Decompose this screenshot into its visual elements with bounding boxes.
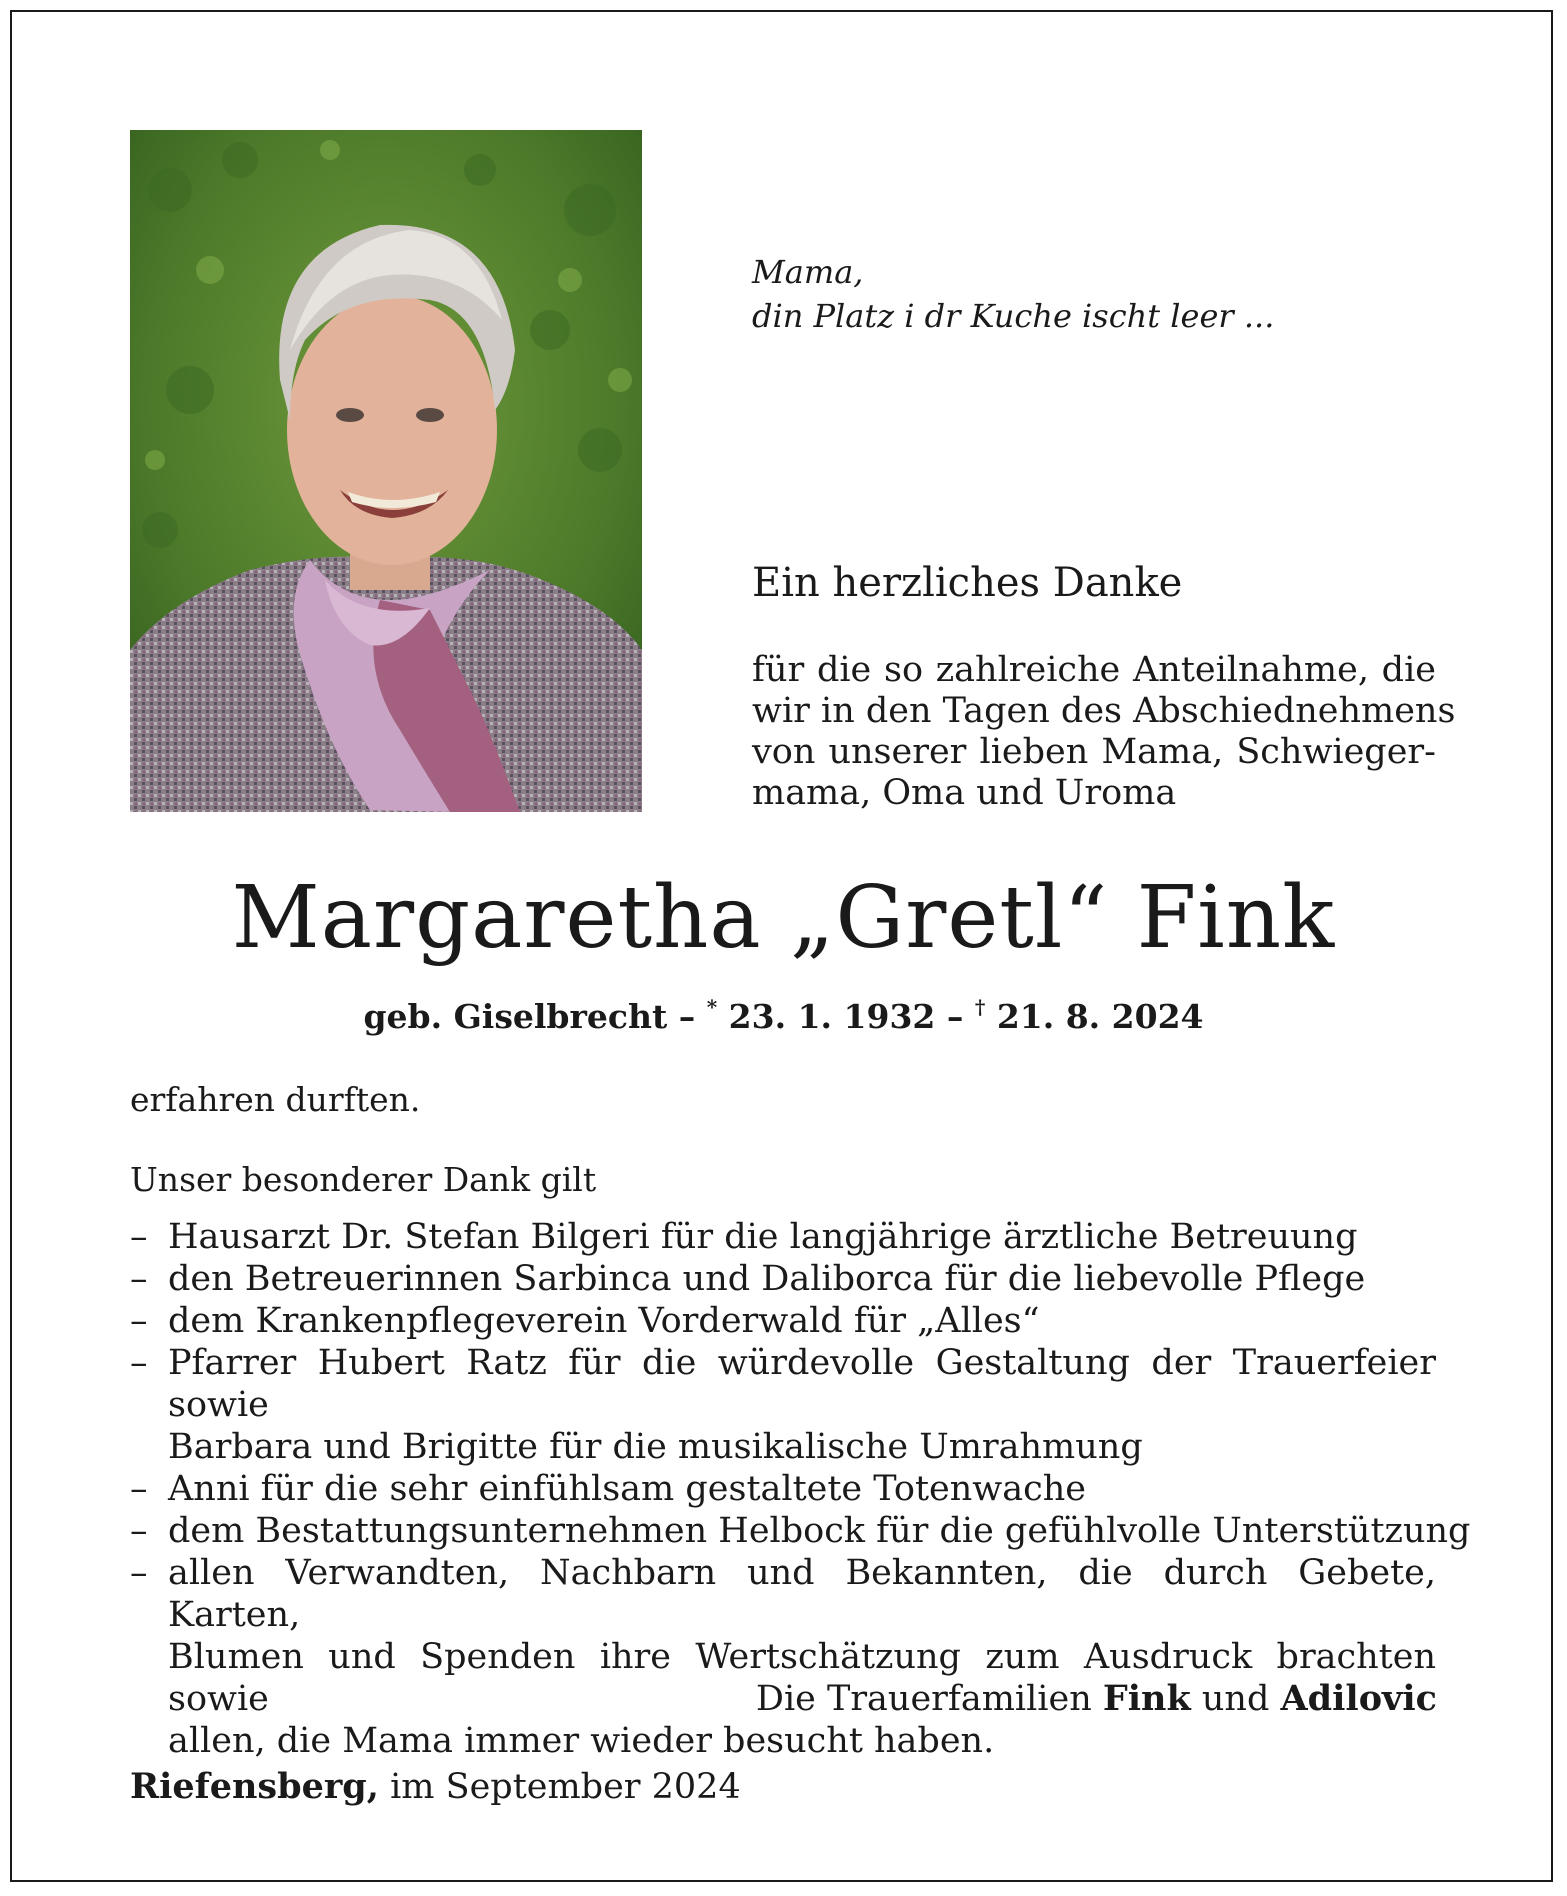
portrait-photo <box>130 130 642 812</box>
list-item <box>130 1510 1471 1552</box>
signature-and: und <box>1190 1679 1281 1719</box>
dash-bullet: – <box>130 1343 148 1383</box>
continuation-text: erfahren durften. <box>130 1080 421 1119</box>
list-item <box>130 1216 1436 1258</box>
list-item-line: Blumen und Spenden ihre Wertschätzung zum Ausdruck brachten sowie <box>168 1637 1436 1719</box>
list-item-line: Hausarzt Dr. Stefan Bilgeri für die langjährige ärztliche Betreuung <box>168 1217 1358 1257</box>
list-item-line: den Betreuerinnen Sarbinca und Daliborca für die liebevolle Pflege <box>168 1259 1366 1299</box>
portrait-photo-icon <box>130 130 642 812</box>
place-date <box>130 1766 741 1807</box>
death-symbol: † <box>974 995 986 1019</box>
list-item-line: allen, die Mama immer wieder besucht haben. <box>168 1721 995 1761</box>
date: im September 2024 <box>378 1767 741 1807</box>
list-item <box>130 1468 1436 1510</box>
list-item <box>130 1300 1436 1342</box>
birth-date: 23. 1. 1932 <box>717 997 936 1036</box>
poem <box>752 250 1274 338</box>
dash-bullet: – <box>130 1553 148 1593</box>
town: Riefensberg, <box>130 1766 379 1807</box>
list-item-line: Barbara und Brigitte für die musikalische Umrahmung <box>168 1427 1143 1467</box>
thanks-line: für die so zahlreiche Anteilnahme, die <box>752 650 1436 690</box>
dash-bullet: – <box>130 1259 148 1299</box>
deceased-name: Margaretha „Gretl“ Fink <box>231 868 1336 968</box>
dash-bullet: – <box>130 1469 148 1509</box>
thanks-line: mama, Oma und Uroma <box>752 773 1177 813</box>
death-date: 21. 8. 2024 <box>985 997 1204 1036</box>
separator: – <box>667 997 707 1036</box>
thanks-intro: Unser besonderer Dank gilt <box>130 1160 597 1199</box>
separator: – <box>935 997 975 1036</box>
list-item-line: dem Krankenpflegeverein Vorderwald für „Alles“ <box>168 1301 1040 1341</box>
thanks-line: wir in den Tagen des Abschiednehmens <box>752 691 1456 731</box>
thanks-paragraph <box>752 650 1456 814</box>
thanks-heading: Ein herzliches Danke <box>752 560 1183 606</box>
dash-bullet: – <box>130 1511 148 1551</box>
list-item <box>130 1552 1436 1762</box>
thanks-line: von unserer lieben Mama, Schwieger- <box>752 732 1436 772</box>
dash-bullet: – <box>130 1301 148 1341</box>
list-item-line: Pfarrer Hubert Ratz für die würdevolle Gestaltung der Trauerfeier sowie <box>168 1343 1436 1425</box>
family-name-2: Adilovic <box>1280 1678 1437 1719</box>
birth-symbol: * <box>706 995 718 1019</box>
list-item <box>130 1258 1436 1300</box>
list-item <box>130 1342 1436 1468</box>
life-dates <box>0 995 1567 1036</box>
list-item-line: allen Verwandten, Nachbarn und Bekannten, die durch Gebete, Karten, <box>168 1553 1436 1635</box>
poem-line-2: din Platz i dr Kuche ischt leer ... <box>752 297 1275 335</box>
list-item-line: dem Bestattungsunternehmen Helbock für die gefühlvolle Unterstützung <box>168 1511 1471 1551</box>
family-name-1: Fink <box>1102 1678 1191 1719</box>
signature-prefix: Die Trauerfamilien <box>755 1679 1103 1719</box>
birth-name: geb. Giselbrecht <box>363 997 668 1036</box>
signature <box>756 1678 1437 1719</box>
poem-line-1: Mama, <box>752 253 864 291</box>
dash-bullet: – <box>130 1217 148 1257</box>
list-item-line: Anni für die sehr einfühlsam gestaltete Totenwache <box>168 1469 1086 1509</box>
